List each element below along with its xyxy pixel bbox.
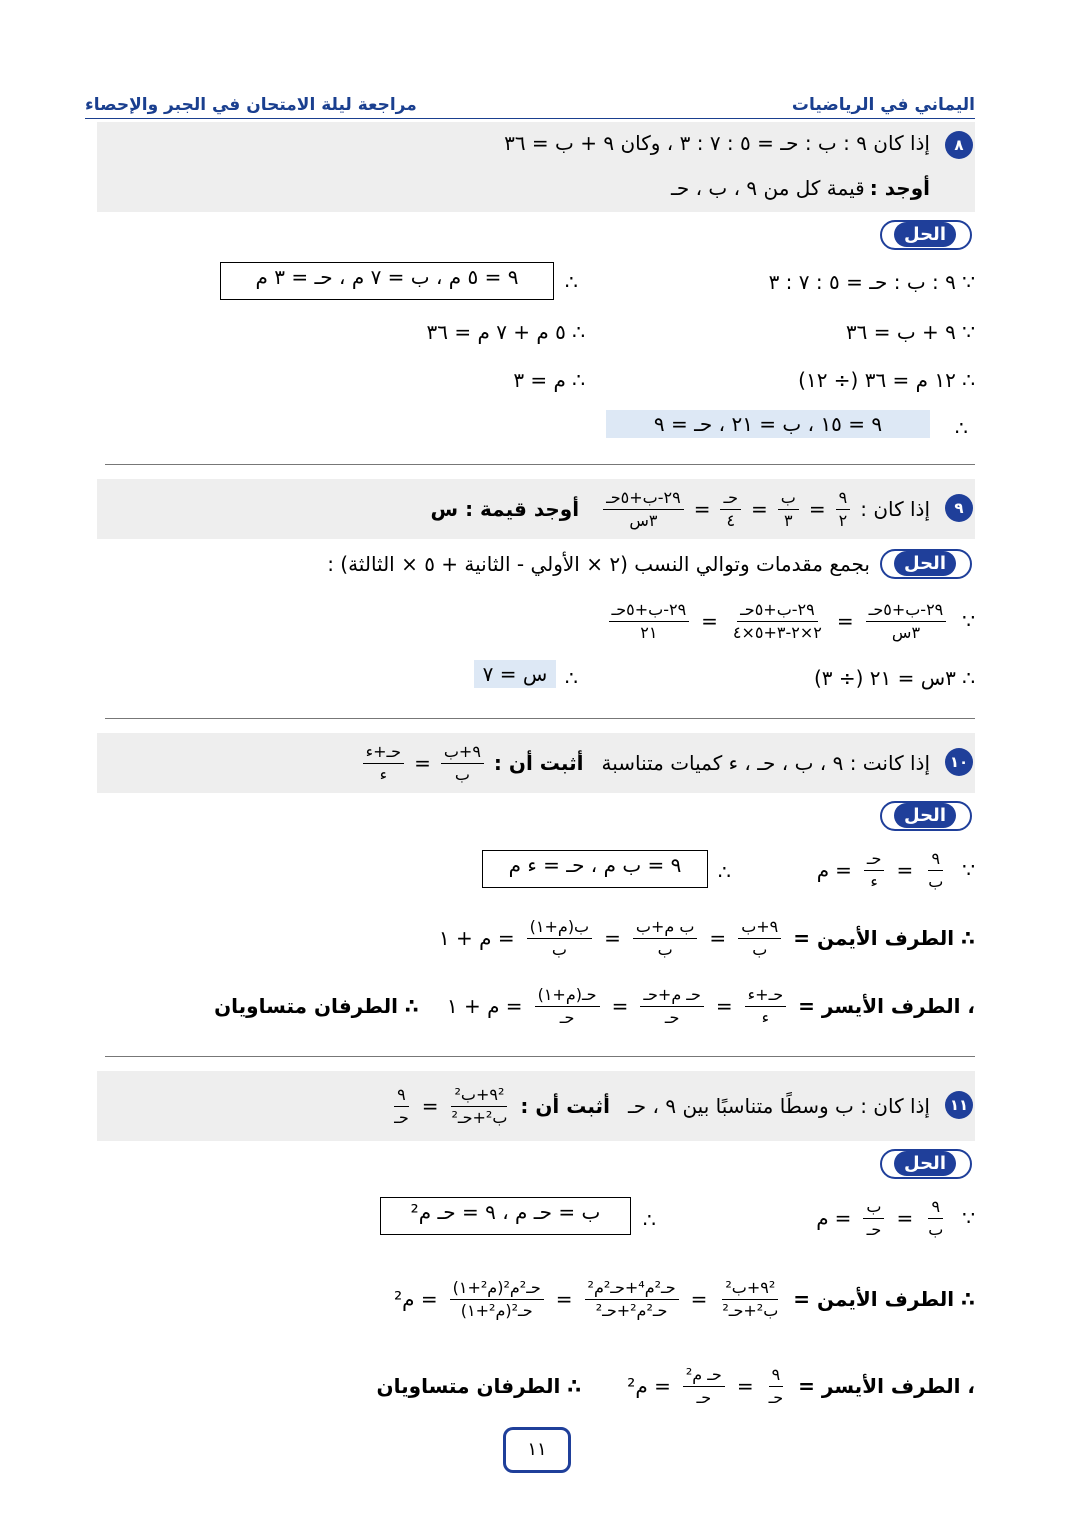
fraction: $\frac{\text{حـ+ء}}{\text{ء}}$	[745, 986, 787, 1027]
q8-step2-left: ∴ ٥ م + ٧ م = ٣٦	[426, 320, 585, 344]
solution-badge-q9	[880, 549, 972, 579]
q8-result-box: ٩ = ٥ م ، ب = ٧ م ، حـ = ٣ م	[220, 262, 554, 300]
fraction: $\frac{\text{حـ+ء}}{\text{ء}}$	[363, 743, 405, 784]
q10-result-box: ٩ = ب م ، حـ = ء م	[482, 850, 708, 888]
q11-step1: ∵ $\frac{٩}{\text{ب}}$ = $\frac{\text{ب}}{\text{حـ}}$ = م	[816, 1196, 975, 1239]
fraction: $\frac{\text{ب}}{٣}$	[778, 489, 799, 530]
q10-left-side: ، الطرف الأيسر =	[798, 994, 975, 1018]
q11-intro: إذا كان : ب وسطًا متناسبًا بين ٩ ، حـ	[627, 1094, 930, 1118]
fraction: $\frac{\text{ب م+ب}}{\text{ب}}$	[633, 918, 698, 959]
q10-step3: ، الطرف الأيسر = $\frac{\text{حـ+ء}}{\text{ء}}$ = $\frac{\text{حـ م+حـ}}{\text{حـ}}$ = $\frac{\text{حـ(م+١)}}{\text{حـ}}$ = م + ١ ∴ الطرفان متساويان	[214, 984, 975, 1027]
solution-label: الحل	[894, 222, 956, 247]
q10-right-side: ∴ الطرف الأيمن =	[793, 926, 975, 950]
separator	[105, 718, 975, 719]
q8-final-answer: ٩ = ١٥ ، ب = ٢١ ، حـ = ٩	[606, 410, 930, 438]
question-9-number: ٩	[945, 494, 973, 522]
because-symbol: ∵	[962, 858, 975, 882]
fraction: $\frac{٩}{\text{حـ}}$	[768, 1364, 784, 1407]
fraction: $\frac{\text{ب}}{\text{حـ}}$	[863, 1198, 884, 1239]
because-symbol: ∵	[962, 1206, 975, 1230]
fraction: $\frac{\text{٢٩-ب+٥حـ}}{\text{٣س}}$	[603, 489, 684, 530]
question-8-number: ٨	[945, 131, 973, 159]
header-left-title: مراجعة ليلة الامتحان في الجبر والإحصاء	[85, 95, 417, 115]
q8-step3-right: ∴ ١٢ م = ٣٦ (÷ ١٢)	[798, 368, 975, 392]
fraction: $\frac{\text{حـ²م⁴+حـ²م²}}{\text{حـ²م²+حـ²}}$	[585, 1279, 679, 1320]
question-11-number: ١١	[945, 1091, 973, 1119]
solution-label: الحل	[894, 551, 956, 576]
fraction: $\frac{\text{٩²+ب²}}{\text{ب²+حـ²}}$	[722, 1277, 779, 1320]
q10-prove: أثبت أن :	[493, 751, 584, 775]
fraction: $\frac{\text{٢٩-ب+٥حـ}}{٢١}$	[609, 601, 690, 642]
q8-step2-right: ∵ ٩ + ب = ٣٦	[845, 320, 975, 344]
q11-result-box: ب = حـ م ، ٩ = حـ م²	[380, 1197, 631, 1235]
fraction: $\frac{\text{ب(م+١)}}{\text{ب}}$	[527, 918, 592, 959]
solution-badge-q8	[880, 220, 972, 250]
fraction: $\frac{٩}{٢}$	[836, 489, 851, 530]
q8-step3-left: ∴ م = ٣	[513, 368, 585, 392]
q10-conclusion: ∴ الطرفان متساويان	[214, 994, 419, 1018]
therefore-symbol: ∴	[718, 860, 731, 884]
fraction: $\frac{\text{٩+ب}}{\text{ب}}$	[441, 743, 484, 784]
q9-final-answer: س = ٧	[474, 660, 556, 688]
therefore-symbol: ∴	[565, 270, 578, 294]
header-right-title: اليماني في الرياضيات	[791, 95, 975, 115]
q9-solution-text: بجمع مقدمات وتوالي النسب (٢ × الأولي - الثانية + ٥ × الثالثة) :	[327, 552, 870, 576]
q11-right-side: ∴ الطرف الأيمن =	[793, 1287, 975, 1311]
question-10-number: ١٠	[945, 748, 973, 776]
q11-step3: ، الطرف الأيسر = $\frac{٩}{\text{حـ}}$ = $\frac{\text{حـ م²}}{\text{حـ}}$ = م² ∴ الطرفان متساويان	[376, 1364, 975, 1407]
q8-find-text: قيمة كل من ٩ ، ب ، حـ	[670, 176, 865, 200]
q8-statement: إذا كان ٩ : ب : حـ = ٥ : ٧ : ٣ ، وكان ٩ + ب = ٣٦	[504, 131, 930, 155]
solution-label: الحل	[894, 1151, 956, 1176]
q8-find-label: أوجد :	[869, 176, 930, 200]
fraction: $\frac{\text{٩²+ب²}}{\text{ب²+حـ²}}$	[451, 1084, 508, 1127]
fraction: $\frac{٩}{\text{ب}}$	[928, 848, 944, 891]
q10-step2: ∴ الطرف الأيمن = $\frac{\text{٩+ب}}{\text{ب}}$ = $\frac{\text{ب م+ب}}{\text{ب}}$ = $\frac{\text{ب(م+١)}}{\text{ب}}$ = م + ١	[438, 916, 975, 959]
q9-find: أوجد قيمة : س	[430, 497, 580, 521]
fraction: $\frac{\text{حـ م+حـ}}{\text{حـ}}$	[640, 986, 704, 1027]
q11-left-side: ، الطرف الأيسر =	[798, 1374, 975, 1398]
q10-step1: ∵ $\frac{٩}{\text{ب}}$ = $\frac{\text{حـ}}{\text{ء}}$ = م	[816, 848, 975, 891]
q11-step2: ∴ الطرف الأيمن = $\frac{\text{٩²+ب²}}{\text{ب²+حـ²}}$ = $\frac{\text{حـ²م⁴+حـ²م²}}{\text{حـ²م²+حـ²}}$ = $\frac{\text{حـ²م²(م²+١)}}{\text{حـ²(م²+١)}}$ = م²	[394, 1277, 975, 1320]
separator	[105, 1056, 975, 1057]
fraction: $\frac{\text{حـ}}{٤}$	[720, 489, 741, 530]
fraction: $\frac{\text{حـ(م+١)}}{\text{حـ}}$	[535, 986, 600, 1027]
page-number: ١١	[503, 1427, 571, 1473]
q9-intro: إذا كان :	[860, 497, 930, 521]
header-divider	[85, 118, 975, 119]
fraction: $\frac{\text{٢٩-ب+٥حـ}}{\text{٣س}}$	[866, 601, 947, 642]
q11-statement: إذا كان : ب وسطًا متناسبًا بين ٩ ، حـ أثبت أن : $\frac{\text{٩²+ب²}}{\text{ب²+حـ²}}$ = $\frac{٩}{\text{حـ}}$	[385, 1078, 930, 1134]
fraction: $\frac{\text{حـ²م²(م²+١)}}{\text{حـ²(م²+١)}}$	[450, 1279, 544, 1320]
therefore-symbol: ∴	[565, 666, 578, 690]
fraction: $\frac{٩}{\text{حـ}}$	[394, 1084, 409, 1127]
solution-label: الحل	[894, 803, 956, 828]
because-symbol: ∵	[962, 609, 975, 633]
q10-intro: إذا كانت : ٩ ، ب ، حـ ، ء كميات متناسبة	[601, 751, 930, 775]
q10-statement: إذا كانت : ٩ ، ب ، حـ ، ء كميات متناسبة أثبت أن : $\frac{\text{٩+ب}}{\text{ب}}$ = $\frac{\text{حـ+ء}}{\text{ء}}$	[357, 737, 930, 789]
q11-prove: أثبت أن :	[520, 1094, 610, 1118]
fraction: $\frac{\text{٢٩-ب+٥حـ}}{٢\times ٢-٣+٥\times ٤}$	[732, 599, 822, 642]
solution-badge-q10	[880, 801, 972, 831]
q9-statement: إذا كان : $\frac{٩}{٢}$ = $\frac{\text{ب}}{٣}$ = $\frac{\text{حـ}}{٤}$ = $\frac{\text{٢٩-ب+٥حـ}}{\text{٣س}}$ أوجد قيمة : س	[430, 487, 930, 530]
q11-conclusion: ∴ الطرفان متساويان	[376, 1374, 582, 1398]
fraction: $\frac{\text{حـ}}{\text{ء}}$	[864, 850, 885, 891]
solution-badge-q11	[880, 1149, 972, 1179]
fraction: $\frac{\text{٩+ب}}{\text{ب}}$	[738, 918, 781, 959]
q8-step1-right: ∵ ٩ : ب : حـ = ٥ : ٧ : ٣	[768, 270, 975, 294]
q9-step1: ∵ $\frac{\text{٢٩-ب+٥حـ}}{\text{٣س}}$ = $\frac{\text{٢٩-ب+٥حـ}}{٢\times ٢-٣+٥\times ٤}$ = $\frac{\text{٢٩-ب+٥حـ}}{٢١}$	[603, 596, 975, 646]
therefore-symbol: ∴	[643, 1208, 656, 1232]
fraction: $\frac{٩}{\text{ب}}$	[928, 1196, 944, 1239]
therefore-symbol: ∴	[955, 416, 968, 440]
separator	[105, 464, 975, 465]
q8-find	[671, 176, 930, 200]
q9-step2-right: ∴ ٣س = ٢١ (÷ ٣)	[813, 666, 975, 690]
fraction: $\frac{\text{حـ م²}}{\text{حـ}}$	[683, 1366, 725, 1407]
